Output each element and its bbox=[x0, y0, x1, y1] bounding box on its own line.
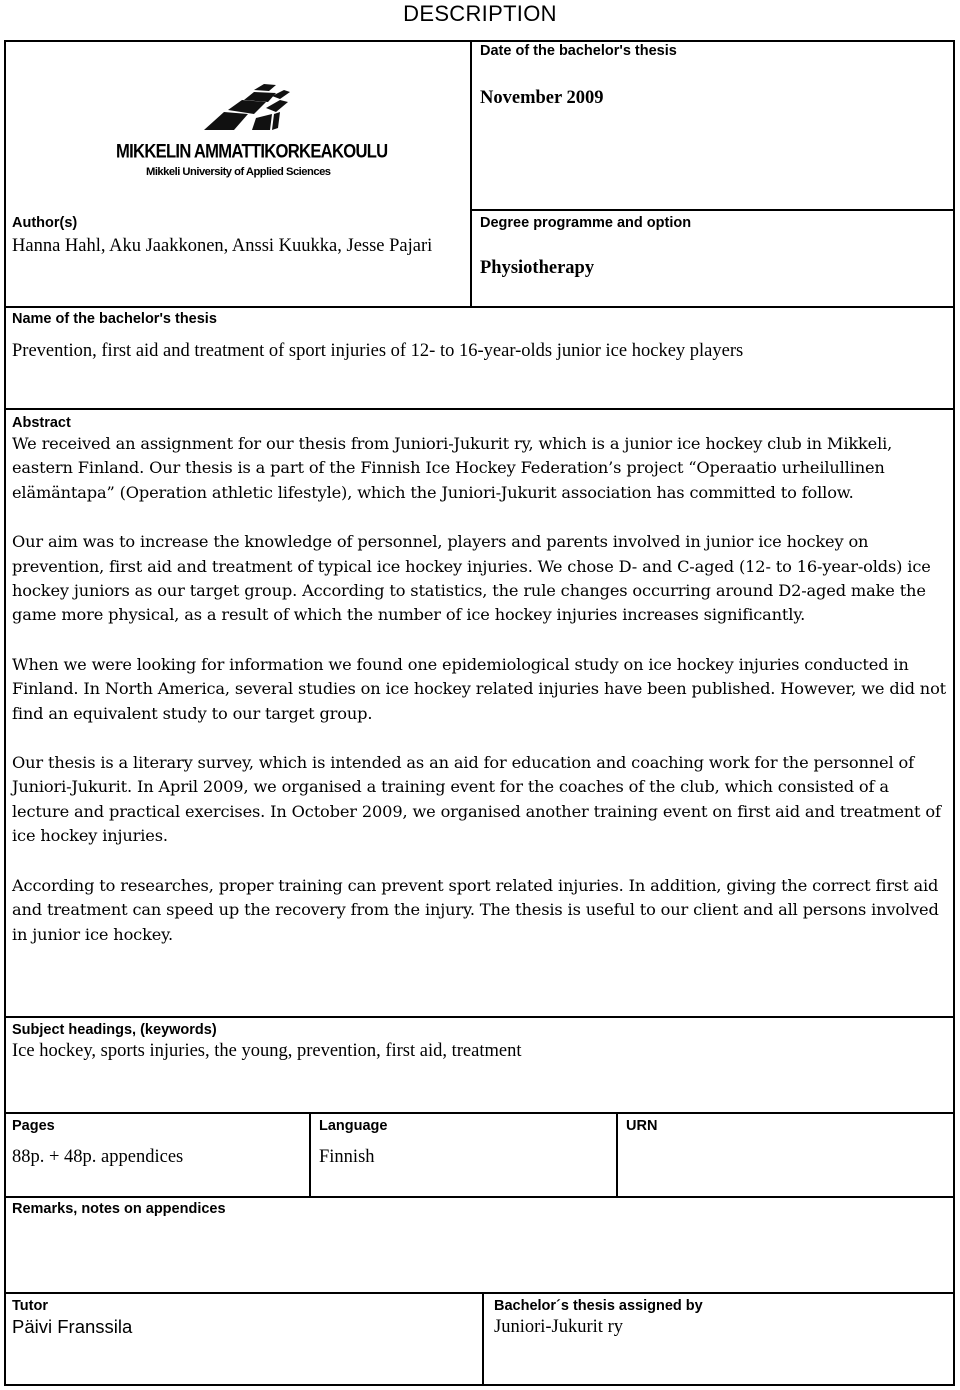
divider bbox=[4, 1196, 955, 1198]
divider bbox=[4, 1112, 955, 1114]
date-label: Date of the bachelor's thesis bbox=[480, 43, 677, 59]
divider bbox=[482, 1292, 484, 1386]
date-value: November 2009 bbox=[480, 88, 604, 108]
divider bbox=[470, 209, 955, 211]
logo-emblem-icon bbox=[116, 78, 366, 138]
assigned-by-value: Juniori-Jukurit ry bbox=[494, 1317, 623, 1337]
tutor-label: Tutor bbox=[12, 1298, 48, 1314]
tutor-value: Päivi Franssila bbox=[12, 1316, 133, 1337]
divider bbox=[4, 306, 955, 308]
authors-label: Author(s) bbox=[12, 215, 78, 231]
pages-label: Pages bbox=[12, 1118, 55, 1134]
thesis-name-value: Prevention, first aid and treatment of sport injuries of 12- to 16-year-olds junior ice hockey players bbox=[12, 341, 744, 361]
abstract-paragraph: Our aim was to increase the knowledge of personnel, players and parents involved in junior ice hockey on prevention, first aid and treatment of typical ice hockey injuries. We chose D- and C-aged (12- to 16-year-olds) ice hockey juniors as our target group. According to statistics, the rule changes occurring around D2-aged make the game more physical, as a result of which the number of ice hockey injuries increases significantly. bbox=[12, 532, 931, 625]
logo-name: MIKKELIN AMMATTIKORKEAKOULU bbox=[116, 140, 388, 162]
urn-cell bbox=[626, 1117, 946, 1145]
degree-value: Physiotherapy bbox=[480, 258, 595, 278]
university-logo bbox=[116, 78, 388, 186]
keywords-value: Ice hockey, sports injuries, the young, prevention, first aid, treatment bbox=[12, 1041, 522, 1061]
authors-cell bbox=[12, 214, 468, 258]
thesis-name-cell bbox=[12, 310, 948, 363]
assigned-by-label: Bachelor´s thesis assigned by bbox=[494, 1298, 703, 1314]
divider bbox=[616, 1112, 618, 1198]
degree-cell bbox=[480, 214, 950, 280]
language-value: Finnish bbox=[319, 1147, 375, 1167]
remarks-cell bbox=[12, 1200, 948, 1218]
tutor-cell bbox=[12, 1297, 477, 1339]
assigned-by-cell bbox=[494, 1297, 949, 1339]
divider bbox=[309, 1112, 311, 1198]
keywords-label: Subject headings, (keywords) bbox=[12, 1022, 217, 1038]
abstract-paragraph: When we were looking for information we found one epidemiological study on ice hockey injuries conducted in Finland. In North America, several studies on ice hockey related injuries have been published. However, we did not find an equivalent study to our target group. bbox=[12, 654, 947, 723]
pages-value: 88p. + 48p. appendices bbox=[12, 1147, 184, 1167]
abstract-paragraph: Our thesis is a literary survey, which is intended as an aid for education and coaching work for the personnel of Juniori-Jukurit. In April 2009, we organised a training event for the coaches of the club, which consisted of a lecture and practical exercises. In October 2009, we organised another training event on first aid and treatment of ice hockey injuries. bbox=[12, 753, 941, 846]
page-title: DESCRIPTION bbox=[403, 1, 557, 26]
abstract-paragraph: According to researches, proper training can prevent sport related injuries. In addition, giving the correct first aid and treatment can speed up the recovery from the injury. The thesis is useful to our client and all persons involved in junior ice hockey. bbox=[12, 875, 939, 944]
divider bbox=[4, 408, 955, 410]
abstract-label: Abstract bbox=[12, 415, 71, 431]
logo-subtitle: Mikkeli University of Applied Sciences bbox=[146, 166, 331, 178]
divider bbox=[4, 1292, 955, 1294]
divider bbox=[4, 1016, 955, 1018]
abstract-cell bbox=[12, 414, 948, 972]
authors-value: Hanna Hahl, Aku Jaakkonen, Anssi Kuukka, Jesse Pajari bbox=[12, 236, 433, 256]
remarks-label: Remarks, notes on appendices bbox=[12, 1201, 226, 1217]
abstract-paragraph: We received an assignment for our thesis from Juniori-Jukurit ry, which is a junior ice hockey club in Mikkeli, eastern Finland. Our thesis is a part of the Finnish Ice Hockey Federation’s project “Operaatio urheilullinen elämäntapa” (Operation athletic lifestyle), which the Juniori-Jukurit association has committed to follow. bbox=[12, 434, 893, 502]
pages-cell bbox=[12, 1117, 302, 1169]
urn-label: URN bbox=[626, 1118, 658, 1134]
date-cell bbox=[480, 42, 950, 110]
language-cell bbox=[319, 1117, 609, 1169]
degree-label: Degree programme and option bbox=[480, 215, 692, 231]
divider bbox=[470, 40, 472, 308]
language-label: Language bbox=[319, 1118, 388, 1134]
thesis-name-label: Name of the bachelor's thesis bbox=[12, 311, 217, 327]
keywords-cell bbox=[12, 1021, 948, 1063]
